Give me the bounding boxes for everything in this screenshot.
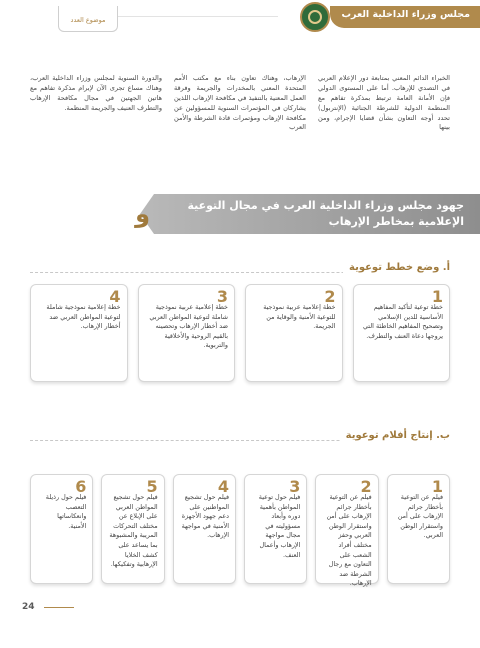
film-card-2: [315, 474, 378, 588]
film-card-4: [173, 474, 236, 584]
magazine-title: مجلس وزراء الداخلية العرب: [341, 9, 470, 20]
topic-label: موضوع العدد: [70, 16, 106, 24]
film-card-number: 3: [289, 477, 301, 496]
subsection-b-heading: [30, 430, 450, 454]
page-header: [0, 0, 480, 36]
subsection-a-label: أ. وضع خطط توعوية: [343, 262, 450, 273]
body-column-2: الإرهاب، وهناك تعاون بناء مع مكتب الأمم المتحدة المعني بالمخدرات والجريمة وفرقة العمل المعنية بالتنفيذ في مكافحة الإرهاب اللذين يشاركان في المؤتمرات السنوية للمسؤولين عن مكافحة الإرهاب ومؤتمرات قادة الشرطة والأمن العرب: [174, 74, 306, 132]
plan-card-number: 3: [216, 287, 228, 306]
plans-cards: [30, 284, 450, 382]
film-card-number: 4: [217, 477, 230, 496]
plan-card-text: خطة إعلامية عربية نموذجية للتوعية الأمنية والوقاية من الجريمة.: [263, 303, 336, 331]
plan-card-text: خطة إعلامية نموذجية شاملة لتوعية المواطن العربي ضد أخطار الإرهاب.: [46, 303, 121, 331]
subsection-b-label: ب. إنتاج أفلام توعوية: [340, 430, 450, 441]
body-column-1: الخبراء الدائم المعني بمتابعة دور الإعلام العربي في التصدي للإرهاب. أما على المستوى الدولي فإن الأمانة العامة ترتبط بمذكرة تفاهم مع المنظمة الدولية للشرطة الجنائية (الإنتربول) تحدد أوجه التعاون بشأن قضايا الإجرام، ومن بينها: [318, 74, 450, 132]
section-heading: [0, 194, 480, 238]
section-title: جهود مجلس وزراء الداخلية العرب في مجال التوعية الإعلامية بمخاطر الإرهاب: [187, 199, 464, 228]
topic-tab: [58, 6, 118, 32]
header-divider: [118, 16, 278, 17]
plan-card-number: 1: [431, 287, 443, 306]
film-card-number: 2: [360, 477, 372, 496]
logo-emblem-icon: [308, 10, 322, 24]
film-card-number: 5: [146, 477, 158, 496]
plan-card-number: 4: [109, 287, 121, 306]
footer-line: [44, 607, 74, 608]
page-number: 24: [22, 602, 35, 612]
section-letter: و: [135, 200, 150, 228]
plan-card-3: [138, 284, 236, 382]
plan-card-1: [353, 284, 451, 382]
plan-card-text: خطة إعلامية عربية نموذجية شاملة لتوعية المواطن العربي ضد أخطار الإرهاب وتحصينه بالقيم الروحية والأخلاقية والتربوية.: [149, 303, 228, 350]
body-column-3: والدورة السنوية لمجلس وزراء الداخلية العرب، وهناك مساع تجرى الآن لإبرام مذكرة تفاهم مع هاتين الجهتين في مجال مكافحة الإرهاب والتطرف العنيف والجريمة المنظمة.: [30, 74, 162, 112]
film-card-text: فيلم عن التوعية بأخطار جرائم الإرهاب على أمن واستقرار الوطن العربي وحفز مختلف أفراد الشعب على التعاون مع رجال الشرطة ضد الإرهاب.: [326, 493, 372, 588]
plan-card-number: 2: [324, 287, 336, 306]
film-card-text: فيلم حول رذيلة التعصب وانعكاساتها الأمنية.: [45, 493, 87, 530]
film-card-number: 1: [431, 477, 443, 496]
film-card-1: [387, 474, 450, 584]
film-card-5: [101, 474, 164, 584]
plan-card-text: خطة توعية لتأكيد المفاهيم الأساسية للدين الإسلامي وتصحيح المفاهيم الخاطئة التي يروجها دعاة العنف والتطرف.: [362, 303, 443, 340]
film-card-3: [244, 474, 307, 584]
film-card-text: فيلم حول توعية المواطن بأهمية دوره وأبعاد مسؤوليته في مجال مواجهة الإرهاب وأعمال العنف.: [258, 493, 301, 559]
plan-card-2: [245, 284, 343, 382]
plan-card-4: [30, 284, 128, 382]
film-card-text: فيلم حول تشجيع المواطن العربي على الإبلاغ عن مختلف التحركات المريبة والمشبوهة بما يساعد على كشف الخلايا الإرهابية وتفكيكها.: [109, 493, 158, 569]
film-card-6: [30, 474, 93, 584]
films-cards: [30, 474, 450, 588]
body-columns: [30, 74, 450, 186]
film-card-text: فيلم حول تشجيع المواطنين على دعم جهود الأجهزة الأمنية في مواجهة الإرهاب.: [181, 493, 230, 540]
council-logo-icon: [300, 2, 330, 32]
film-card-number: 6: [75, 477, 87, 496]
film-card-text: فيلم عن التوعية بأخطار جرائم الإرهاب على أمن واستقرار الوطن العربي.: [397, 493, 443, 540]
subsection-a-heading: [30, 262, 450, 286]
